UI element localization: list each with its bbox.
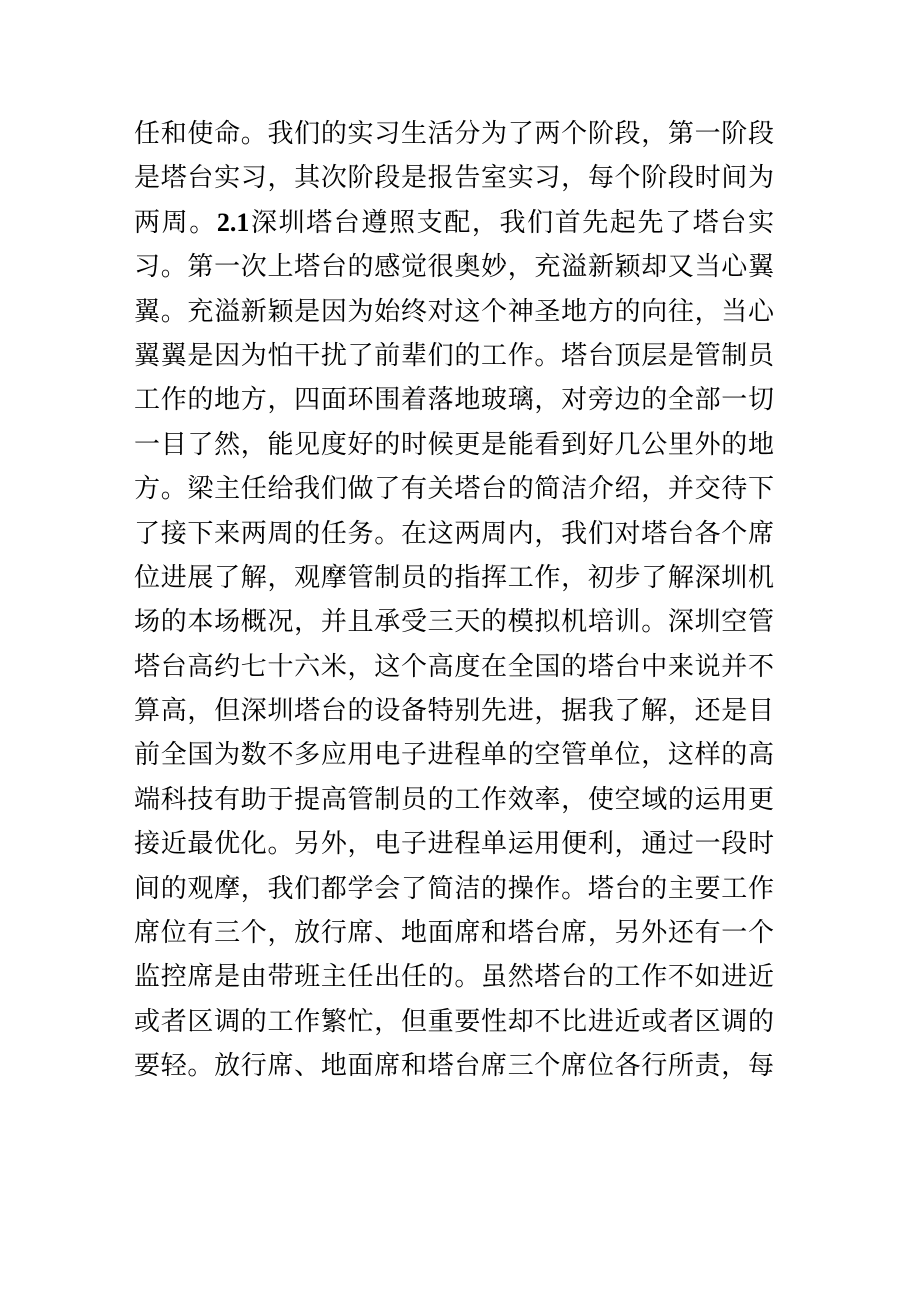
text-line: 塔台高约七十六米，这个高度在全国的塔台中来说并不: [134, 651, 774, 682]
text-run: 两周。: [134, 207, 217, 238]
section-number: 2.1: [216, 207, 250, 237]
text-line: 间的观摩，我们都学会了简洁的操作。塔台的主要工作: [134, 873, 774, 904]
text-line: 要轻。放行席、地面席和塔台席三个席位各行所责，每: [134, 1051, 774, 1082]
text-line: 位进展了解，观摩管制员的指挥工作，初步了解深圳机: [134, 562, 774, 593]
text-line: 工作的地方，四面环围着落地玻璃，对旁边的全部一切: [134, 385, 774, 416]
text-line: 席位有三个，放行席、地面席和塔台席，另外还有一个: [134, 918, 774, 949]
text-line: [134, 201, 774, 245]
text-line: 翼翼是因为怕干扰了前辈们的工作。塔台顶层是管制员: [134, 340, 774, 371]
text-line: 算高，但深圳塔台的设备特别先进，据我了解，还是目: [134, 696, 774, 727]
text-line: 了接下来两周的任务。在这两周内，我们对塔台各个席: [134, 518, 774, 549]
text-line: 是塔台实习，其次阶段是报告室实习，每个阶段时间为: [134, 163, 774, 194]
text-run: 深圳塔台遵照支配，我们首先起先了塔台实: [249, 207, 774, 238]
text-line: 监控席是由带班主任出任的。虽然塔台的工作不如进近: [134, 962, 774, 993]
text-line: 场的本场概况，并且承受三天的模拟机培训。深圳空管: [134, 607, 774, 638]
text-line: 一目了然，能见度好的时候更是能看到好几公里外的地: [134, 429, 774, 460]
text-line: 前全国为数不多应用电子进程单的空管单位，这样的高: [134, 740, 774, 771]
text-line: 任和使命。我们的实习生活分为了两个阶段，第一阶段: [134, 119, 774, 149]
body-text: [134, 112, 774, 1089]
text-line: 方。梁主任给我们做了有关塔台的简洁介绍，并交待下: [134, 474, 774, 505]
text-line: 或者区调的工作繁忙，但重要性却不比进近或者区调的: [134, 1006, 774, 1037]
text-line: 端科技有助于提高管制员的工作效率，使空域的运用更: [134, 784, 774, 815]
text-line: 翼。充溢新颖是因为始终对这个神圣地方的向往，当心: [134, 296, 774, 327]
text-line: 习。第一次上塔台的感觉很奥妙，充溢新颖却又当心翼: [134, 252, 774, 283]
text-line: 接近最优化。另外，电子进程单运用便利，通过一段时: [134, 829, 774, 860]
